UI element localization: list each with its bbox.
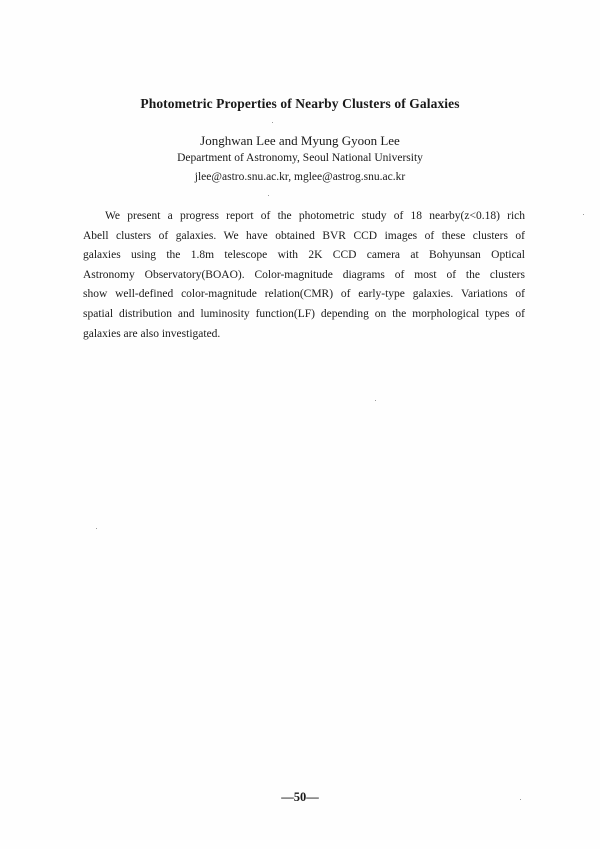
author-affiliation: Department of Astronomy, Seoul National University: [177, 152, 423, 164]
page-number: —50—: [281, 790, 319, 804]
abstract-line: galaxies are also investigated.: [83, 327, 221, 340]
scan-speck: [96, 528, 97, 529]
abstract-line: show well-defined color-magnitude relation(CMR) of early-type galaxies. Variations of: [83, 288, 525, 301]
abstract-line: spatial distribution and luminosity function(LF) depending on the morphological types of: [83, 307, 525, 320]
abstract-line: Astronomy Observatory(BOAO). Color-magnitude diagrams of most of the clusters: [83, 268, 525, 281]
abstract-line: We present a progress report of the photometric study of 18 nearby(z<0.18) rich: [105, 210, 525, 222]
author-emails: jlee@astro.snu.ac.kr, mglee@astrog.snu.ac.kr: [194, 171, 406, 183]
author-list: Jonghwan Lee and Myung Gyoon Lee: [200, 133, 400, 148]
scan-speck: [583, 214, 584, 215]
abstract-line: Abell clusters of galaxies. We have obtained BVR CCD images of these clusters of: [83, 229, 525, 242]
paper-title: Photometric Properties of Nearby Clusters of Galaxies: [140, 96, 460, 111]
abstract-body: [83, 207, 525, 344]
scan-speck: [375, 400, 376, 401]
scan-speck: [272, 122, 273, 123]
scan-speck: [520, 799, 521, 800]
abstract-line: galaxies using the 1.8m telescope with 2K CCD camera at Bohyunsan Optical: [83, 249, 525, 262]
scan-speck: [268, 195, 269, 196]
